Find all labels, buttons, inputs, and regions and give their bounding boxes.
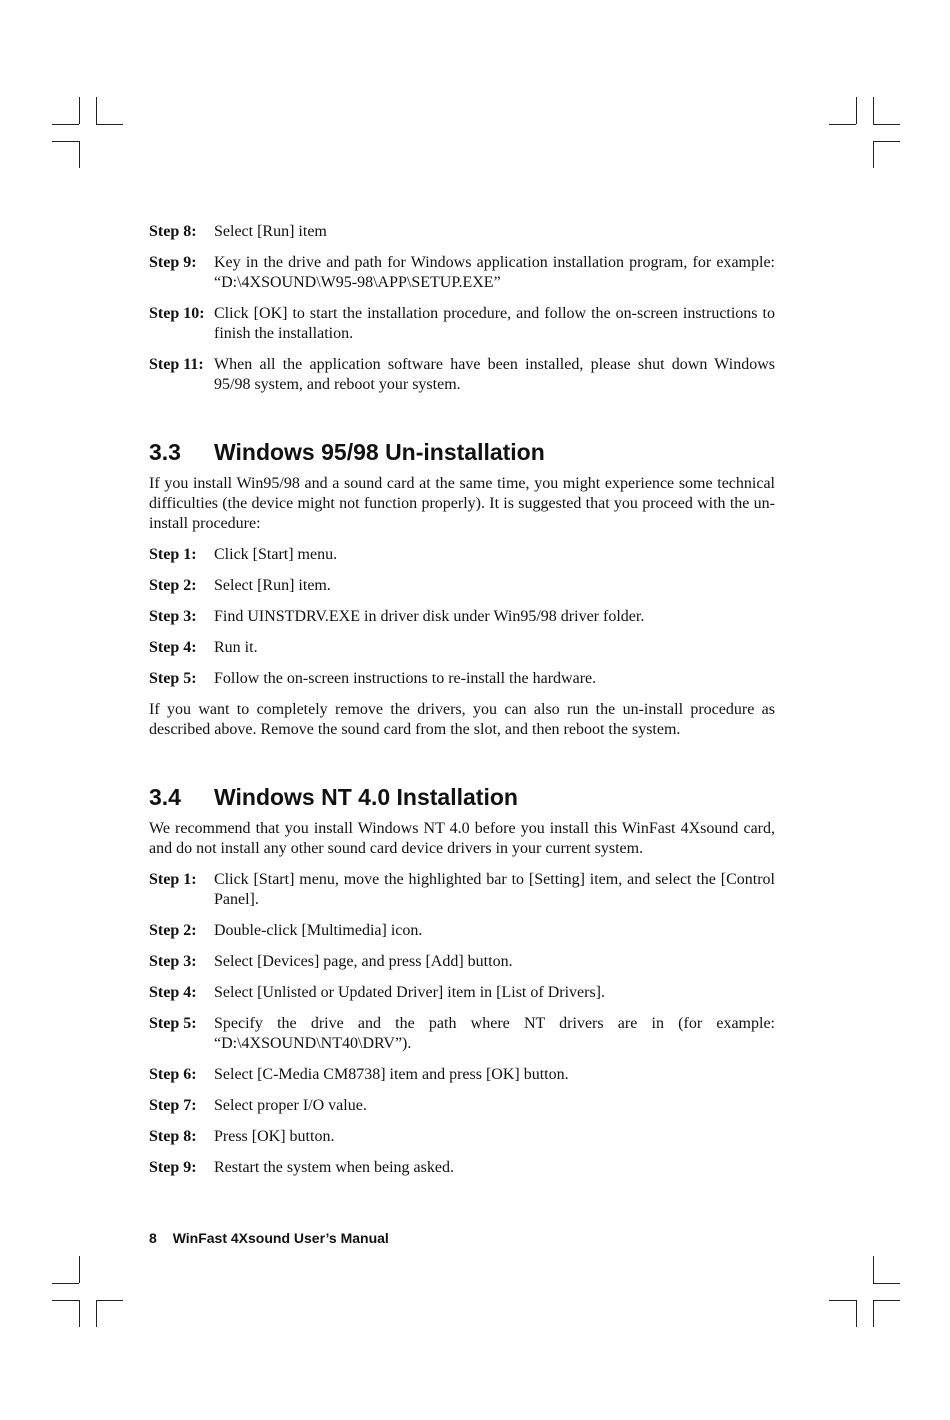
crop-mark	[52, 1283, 79, 1284]
crop-mark	[873, 1283, 900, 1284]
step-text: When all the application software have been installed, please shut down Windows 95/98 system, and reboot your system.	[214, 356, 775, 393]
crop-mark	[79, 97, 80, 124]
step-text: Select [Run] item.	[214, 577, 331, 594]
section-uninstallation	[149, 438, 775, 740]
crop-mark	[873, 97, 874, 124]
crop-mark	[52, 124, 79, 125]
step-item	[149, 355, 775, 395]
step-text: Select [C-Media CM8738] item and press [OK] button.	[214, 1066, 569, 1083]
step-text: Select [Run] item	[214, 223, 327, 240]
crop-mark	[856, 97, 857, 124]
step-item	[149, 1127, 775, 1147]
crop-mark	[79, 141, 80, 168]
section-heading	[149, 783, 775, 811]
step-text: Run it.	[214, 639, 258, 656]
step-item	[149, 253, 775, 293]
crop-mark	[873, 1300, 900, 1301]
crop-mark	[96, 97, 97, 124]
section-intro: If you install Win95/98 and a sound card at the same time, you might experience some technical difficulties (the device might not function properly). It is suggested that you proceed with the un-install procedure:	[149, 475, 775, 532]
step-label: Step 4:	[149, 639, 197, 656]
crop-mark	[829, 124, 856, 125]
section-heading	[149, 438, 775, 466]
section-nt-installation	[149, 783, 775, 1178]
step-label: Step 9:	[149, 254, 197, 271]
step-text: Click [OK] to start the installation procedure, and follow the on-screen instructions to finish the installation.	[214, 305, 775, 342]
crop-mark	[52, 141, 79, 142]
step-label: Step 3:	[149, 608, 197, 625]
step-label: Step 1:	[149, 546, 197, 563]
section-number: 3.4	[149, 784, 181, 810]
step-label: Step 8:	[149, 1128, 197, 1145]
step-item	[149, 1158, 775, 1178]
section-title: Windows 95/98 Un-installation	[214, 439, 545, 465]
step-item	[149, 607, 775, 627]
step-label: Step 5:	[149, 1015, 197, 1032]
step-list	[149, 545, 775, 689]
crop-mark	[79, 1300, 80, 1327]
crop-mark	[96, 124, 123, 125]
step-list	[149, 222, 775, 395]
page-number: 8	[149, 1230, 157, 1246]
step-text: Select [Devices] page, and press [Add] button.	[214, 953, 513, 970]
step-label: Step 6:	[149, 1066, 197, 1083]
step-item	[149, 1065, 775, 1085]
step-label: Step 9:	[149, 1159, 197, 1176]
crop-mark	[52, 1300, 79, 1301]
step-text: Find UINSTDRV.EXE in driver disk under Win95/98 driver folder.	[214, 608, 645, 625]
crop-mark	[96, 1300, 97, 1327]
crop-mark	[873, 1300, 874, 1327]
step-item	[149, 1014, 775, 1054]
step-label: Step 7:	[149, 1097, 197, 1114]
step-item	[149, 669, 775, 689]
step-label: Step 4:	[149, 984, 197, 1001]
step-label: Step 11:	[149, 356, 204, 373]
crop-mark	[873, 124, 900, 125]
crop-mark	[96, 1300, 123, 1301]
step-item	[149, 545, 775, 565]
section-intro: We recommend that you install Windows NT 4.0 before you install this WinFast 4Xsound card, and do not install any other sound card device drivers in your current system.	[149, 820, 775, 857]
step-list	[149, 870, 775, 1178]
crop-mark	[829, 1300, 856, 1301]
step-item	[149, 1096, 775, 1116]
manual-title: WinFast 4Xsound User’s Manual	[172, 1230, 389, 1246]
step-item	[149, 921, 775, 941]
step-label: Step 2:	[149, 922, 197, 939]
page-footer	[149, 1228, 389, 1248]
step-item	[149, 304, 775, 344]
step-item	[149, 952, 775, 972]
section-title: Windows NT 4.0 Installation	[214, 784, 518, 810]
step-label: Step 5:	[149, 670, 197, 687]
step-item	[149, 983, 775, 1003]
step-text: Restart the system when being asked.	[214, 1159, 454, 1176]
step-text: Double-click [Multimedia] icon.	[214, 922, 423, 939]
step-text: Press [OK] button.	[214, 1128, 335, 1145]
step-label: Step 10:	[149, 305, 205, 322]
step-text: Follow the on-screen instructions to re-install the hardware.	[214, 670, 597, 687]
section-number: 3.3	[149, 439, 181, 465]
step-item	[149, 222, 775, 242]
step-label: Step 1:	[149, 871, 197, 888]
step-label: Step 8:	[149, 223, 197, 240]
step-item	[149, 576, 775, 596]
crop-mark	[856, 1300, 857, 1327]
step-text: Select [Unlisted or Updated Driver] item in [List of Drivers].	[214, 984, 605, 1001]
step-text: Select proper I/O value.	[214, 1097, 367, 1114]
step-text: Key in the drive and path for Windows application installation program, for example: “D:\4XSOUND\W95-98\APP\SETUP.EXE”	[214, 254, 775, 291]
crop-mark	[873, 1256, 874, 1283]
crop-mark	[873, 141, 874, 168]
crop-mark	[79, 1256, 80, 1283]
step-text: Click [Start] menu, move the highlighted bar to [Setting] item, and select the [Control Panel].	[214, 871, 775, 908]
step-text: Specify the drive and the path where NT drivers are in (for example: “D:\4XSOUND\NT40\DRV”).	[214, 1015, 775, 1052]
step-item	[149, 638, 775, 658]
step-text: Click [Start] menu.	[214, 546, 338, 563]
crop-mark	[873, 141, 900, 142]
step-label: Step 2:	[149, 577, 197, 594]
page-content	[149, 222, 775, 1189]
step-label: Step 3:	[149, 953, 197, 970]
section-outro: If you want to completely remove the drivers, you can also run the un-install procedure as described above. Remove the sound card from the slot, and then reboot the system.	[149, 701, 775, 738]
step-item	[149, 870, 775, 910]
